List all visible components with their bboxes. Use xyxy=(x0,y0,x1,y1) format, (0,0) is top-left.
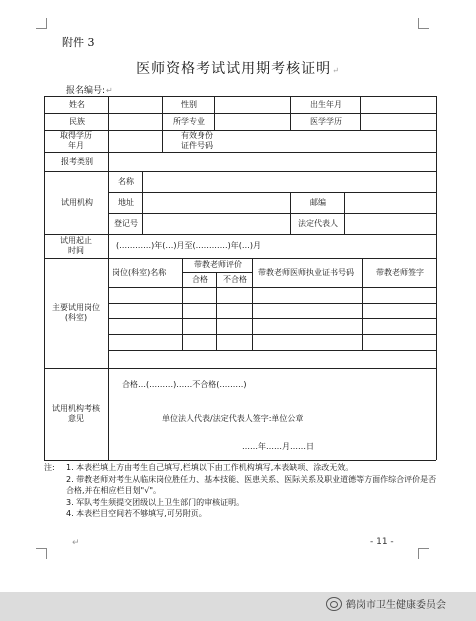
org-opinion-label: 试用机构考核意见 xyxy=(52,404,100,423)
main-trial-post-label: 主要试用岗位(科室) xyxy=(52,303,100,322)
crop-mark xyxy=(418,548,429,559)
trial-period-value: (…………)年(…)月至(…………)年(…)月 xyxy=(116,241,261,250)
fail-header: 不合格 xyxy=(223,274,247,284)
opinion-date: ……年……月……日 xyxy=(242,442,314,451)
graduation-date-label: 取得学历 年月 xyxy=(60,131,92,150)
mentor-evaluation-header: 带教老师评价 xyxy=(194,260,242,269)
document-title: 医师资格考试试用期考核证明↵ xyxy=(136,61,340,77)
registration-number-label: 报名编号:↵ xyxy=(66,86,113,96)
exam-type-label: 报考类别 xyxy=(61,156,93,166)
birth-date-label: 出生年月 xyxy=(310,99,342,109)
crop-mark xyxy=(36,18,47,29)
org-postcode-label: 邮编 xyxy=(310,197,326,207)
trial-period-label: 试用起止 时间 xyxy=(60,236,92,255)
notes-lead: 注: xyxy=(44,463,55,472)
major-label: 所学专业 xyxy=(173,116,205,126)
opinion-signature-line: 单位法人代表/法定代表人签字:单位公章 xyxy=(162,414,304,423)
note-item: 2. 带教老师对考生从临床岗位胜任力、基本技能、医患关系、医际关系及职业道德等方面作综合评价是否合格,并在相应栏目划"√"。 xyxy=(66,474,437,495)
org-registration-label: 登记号 xyxy=(114,218,138,228)
name-label: 姓名 xyxy=(69,99,85,109)
gender-label: 性别 xyxy=(181,99,197,109)
crop-mark xyxy=(418,18,429,29)
org-name-label: 名称 xyxy=(118,176,134,186)
id-document-label: 有效身份 证件号码 xyxy=(181,131,213,150)
wechat-logo-icon xyxy=(326,597,342,611)
paragraph-mark: ↵ xyxy=(72,538,80,548)
org-address-label: 地址 xyxy=(118,197,134,207)
education-label: 医学学历 xyxy=(310,116,342,126)
org-legal-rep-label: 法定代表人 xyxy=(298,218,338,228)
note-item: 1. 本表栏填上方由考生自己填写,栏填以下由工作机构填写,本表缺项、涂改无效。 xyxy=(66,463,354,472)
certificate-form-table xyxy=(44,96,436,460)
note-item: 3. 军队考生须提交团级以上卫生部门的审核证明。 xyxy=(66,497,245,507)
publisher-watermark: 鹤岗市卫生健康委员会 xyxy=(326,596,446,611)
page-number: - 11 - xyxy=(370,537,394,547)
trial-org-label: 试用机构 xyxy=(61,197,93,207)
post-dept-header: 岗位(科室)名称 xyxy=(112,267,167,277)
mentor-license-header: 带教老师医师执业证书号码 xyxy=(258,267,354,277)
crop-mark xyxy=(36,548,47,559)
mentor-signature-header: 带教老师签字 xyxy=(376,267,424,277)
pass-header: 合格 xyxy=(192,274,208,284)
notes-section xyxy=(44,462,444,520)
note-item: 4. 本表栏目空间若不够填写,可另附页。 xyxy=(66,509,207,518)
attachment-label: 附件 3 xyxy=(62,36,95,49)
ethnicity-label: 民族 xyxy=(69,116,85,126)
opinion-pass-fail: 合格…(………)……不合格(………) xyxy=(122,380,247,389)
